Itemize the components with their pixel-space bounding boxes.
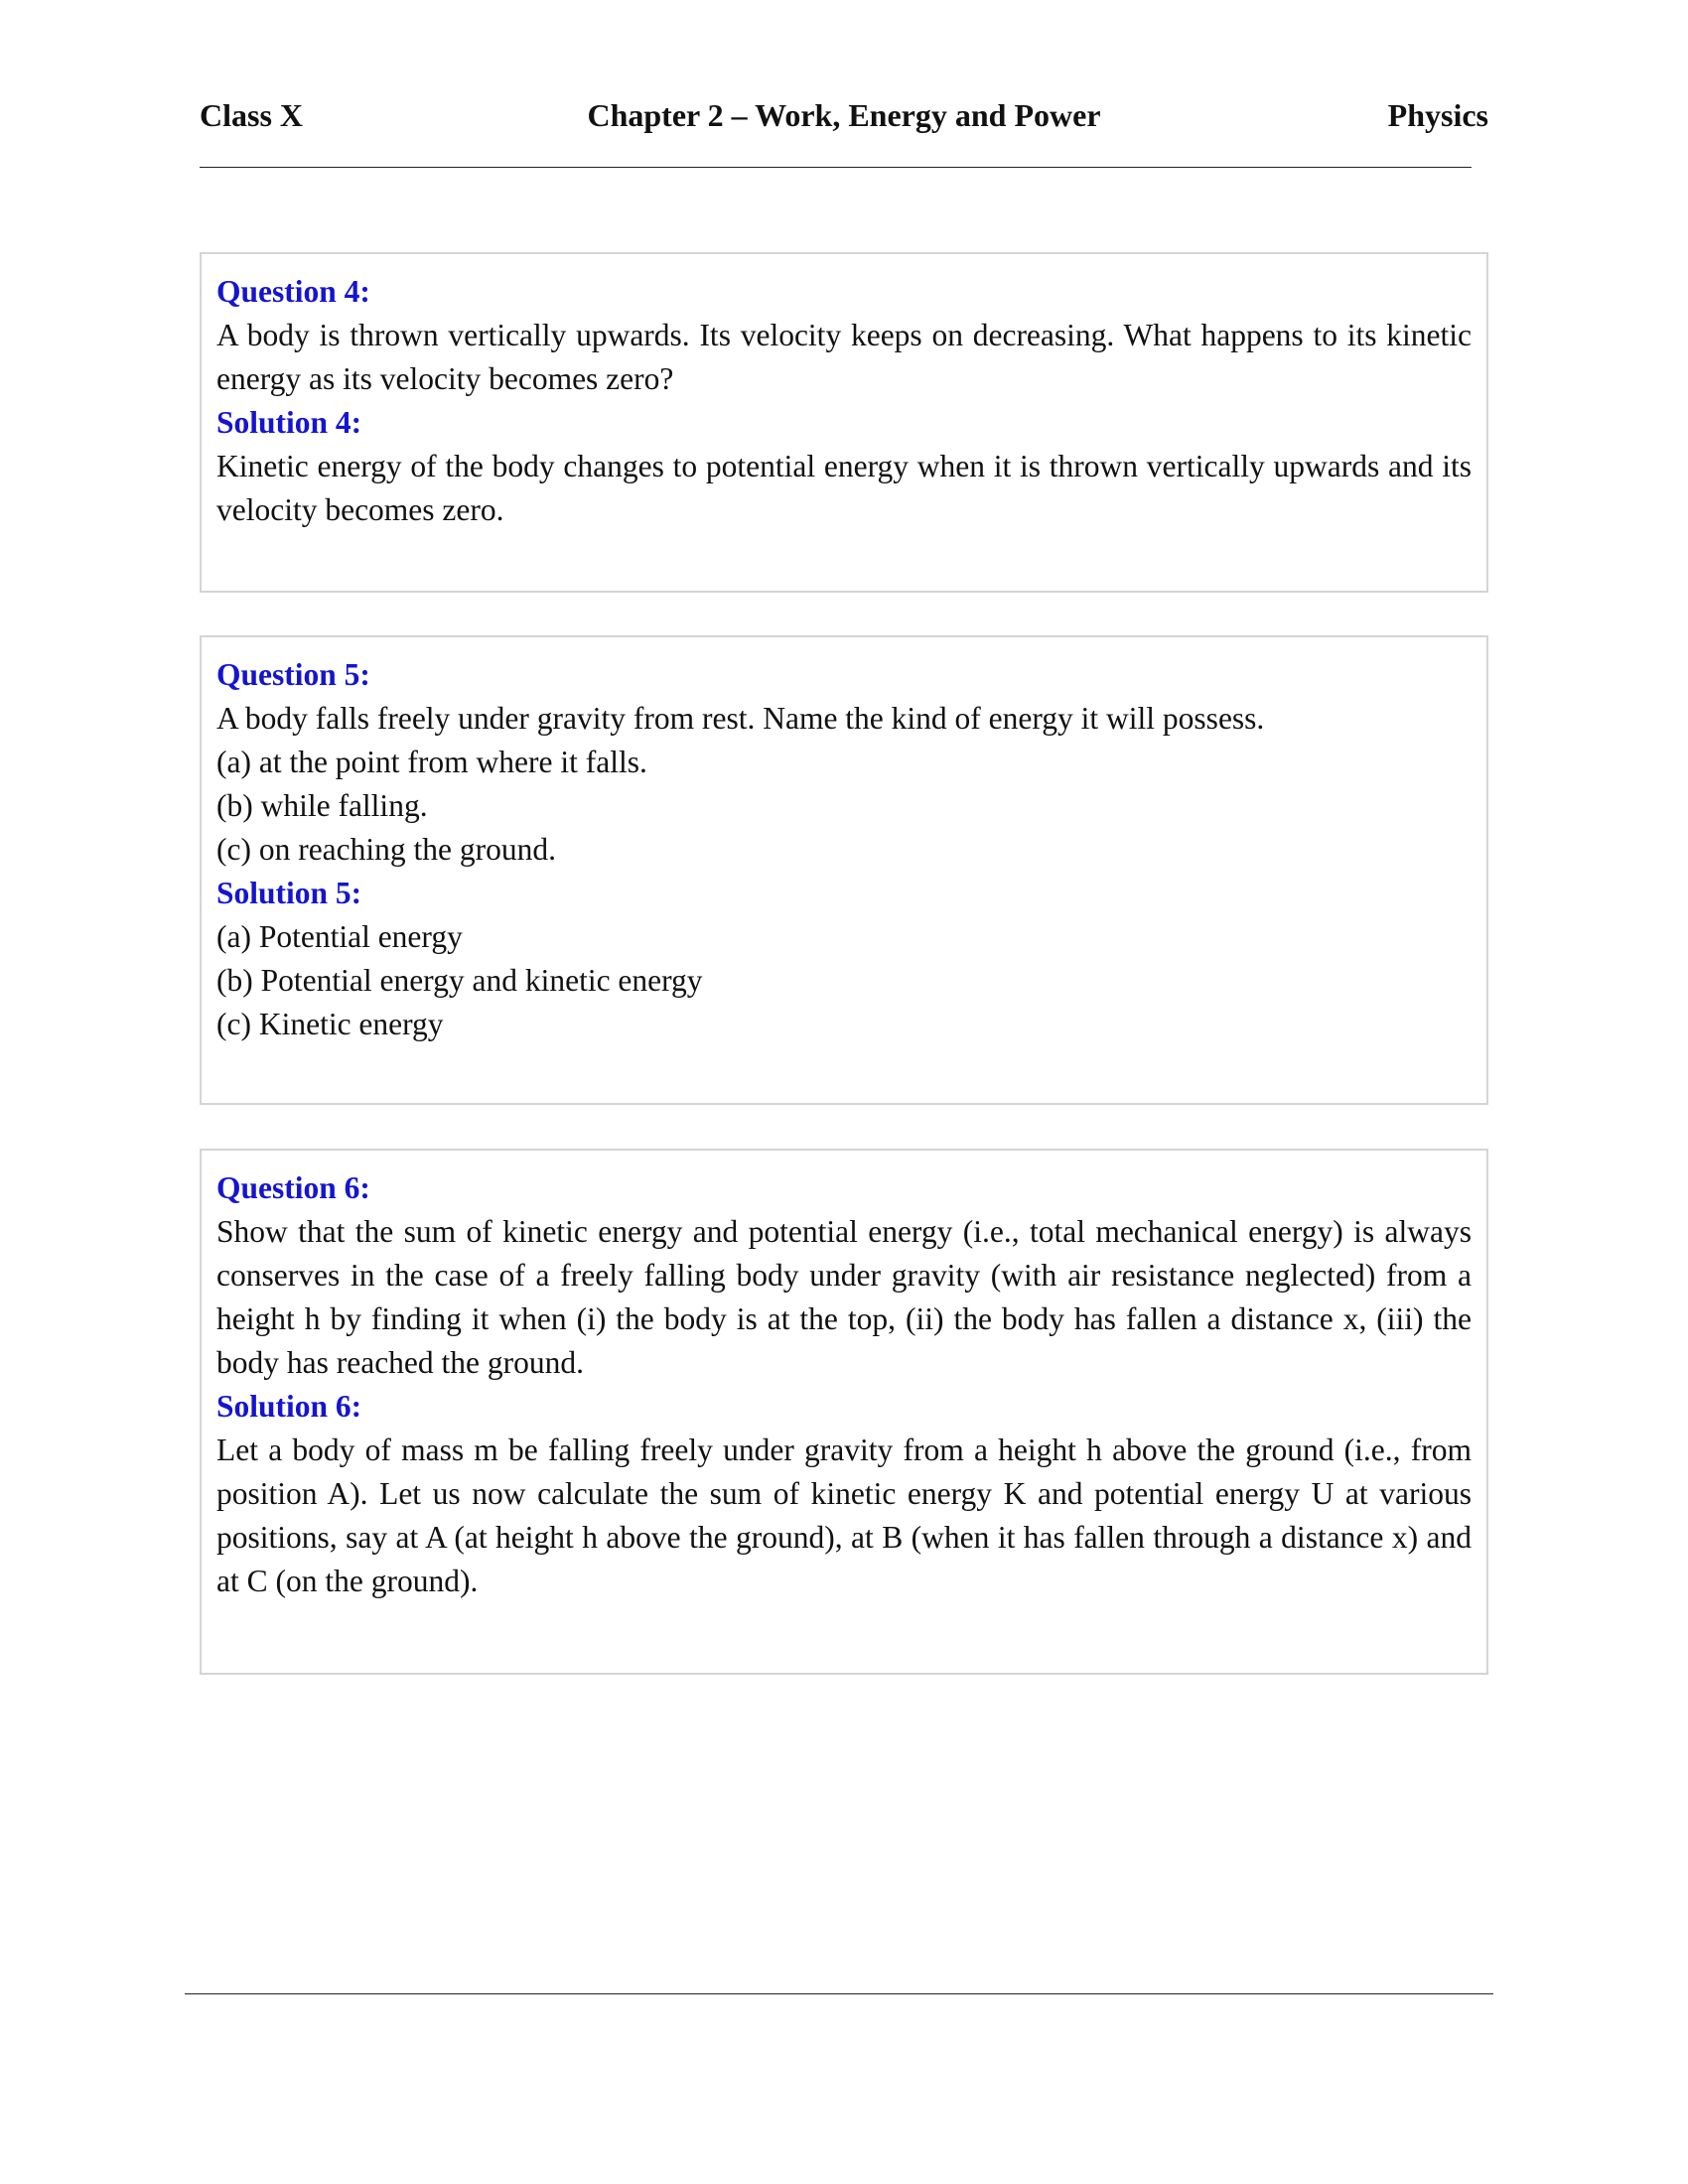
header-subject: Physics — [1387, 97, 1488, 133]
question-6-label: Question 6: — [216, 1170, 370, 1205]
header-rule — [200, 167, 1472, 168]
solution-4-text: Kinetic energy of the body changes to potential energy when it is thrown vertically upwards and its velocity becomes zero. — [216, 449, 1472, 527]
solution-4-label: Solution 4: — [216, 405, 362, 440]
question-5-part-a: (a) at the point from where it falls. — [216, 745, 647, 779]
question-5-part-c: (c) on reaching the ground. — [216, 832, 556, 867]
footer-rule — [185, 1993, 1493, 1994]
question-6-text: Show that the sum of kinetic energy and potential energy (i.e., total mechanical energy) is always conserves in the case of a freely falling body under gravity (with air resistance neglected) from a height h by finding it when (i) the body is at the top, (ii) the body has fallen a distance x, (iii) the body has reached the ground. — [216, 1214, 1472, 1380]
solution-6-text: Let a body of mass m be falling freely under gravity from a height h above the ground (i.e., from position A). Let us now calculate the sum of kinetic energy K and potential energy U at various positions, say at A (at height h above the ground), at B (when it has fallen through a distance x) and at C (on the ground). — [216, 1433, 1472, 1598]
solution-5-part-b: (b) Potential energy and kinetic energy — [216, 963, 703, 998]
question-5-label: Question 5: — [216, 657, 370, 692]
solution-5-label: Solution 5: — [216, 876, 362, 910]
header-class: Class X — [200, 97, 304, 133]
header-chapter-title: Chapter 2 – Work, Energy and Power — [587, 97, 1101, 133]
solution-6-label: Solution 6: — [216, 1389, 362, 1424]
question-4-label: Question 4: — [216, 274, 370, 309]
question-5-box — [200, 635, 1488, 1105]
solution-5-part-a: (a) Potential energy — [216, 919, 463, 954]
question-6-box — [200, 1149, 1488, 1675]
page-header — [200, 97, 1488, 143]
question-5-text: A body falls freely under gravity from rest. Name the kind of energy it will possess. — [216, 701, 1265, 736]
question-4-box — [200, 252, 1488, 593]
solution-5-part-c: (c) Kinetic energy — [216, 1007, 444, 1041]
question-4-text: A body is thrown vertically upwards. Its velocity keeps on decreasing. What happens to its kinetic energy as its velocity becomes zero? — [216, 318, 1472, 396]
question-5-part-b: (b) while falling. — [216, 788, 428, 823]
